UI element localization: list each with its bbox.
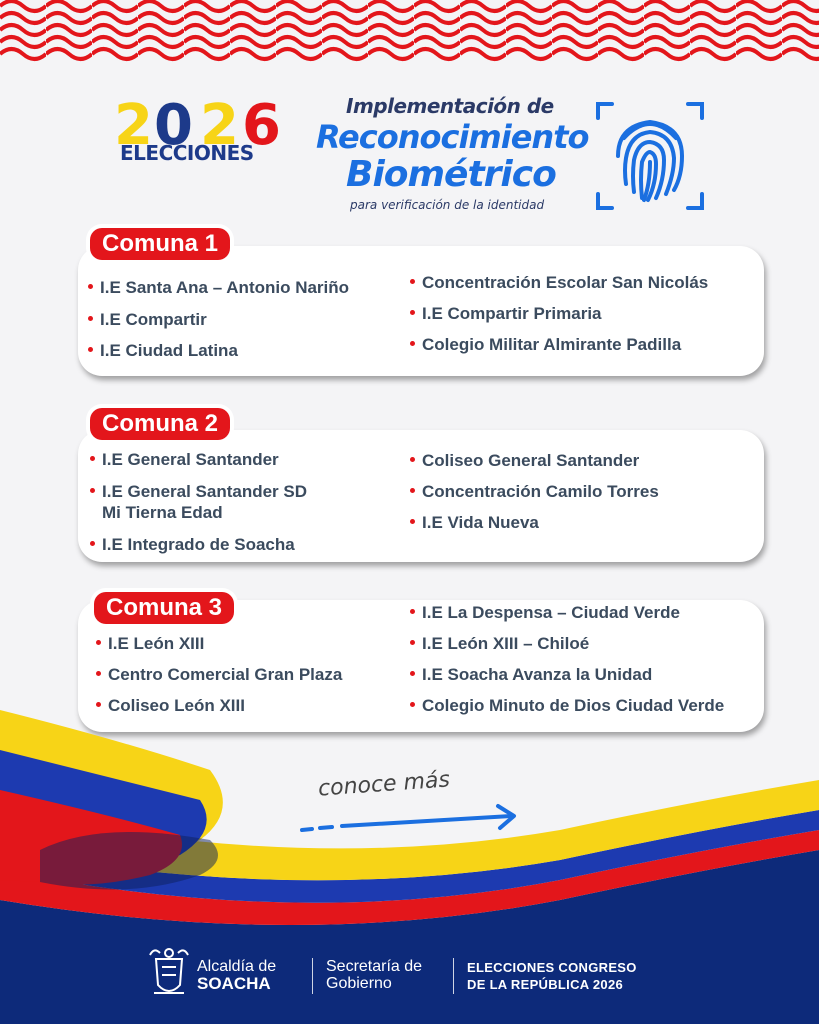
list-item: I.E Ciudad Latina bbox=[88, 341, 238, 361]
list-item: I.E Soacha Avanza la Unidad bbox=[410, 665, 652, 685]
secretaria-line-2: Gobierno bbox=[326, 975, 392, 992]
bullet-icon bbox=[410, 488, 415, 493]
subtitle: para verificación de la identidad bbox=[350, 198, 545, 212]
footer-divider bbox=[453, 958, 454, 994]
elecciones-label: ELECCIONES bbox=[120, 141, 254, 165]
bullet-icon bbox=[90, 488, 95, 493]
year-digit-1: 2 bbox=[114, 96, 147, 158]
bullet-icon bbox=[410, 640, 415, 645]
list-item: Concentración Camilo Torres bbox=[410, 482, 659, 502]
list-item: Colegio Militar Almirante Padilla bbox=[410, 335, 681, 355]
footer-divider bbox=[312, 958, 313, 994]
alcaldia-line-1: Alcaldía de bbox=[197, 958, 277, 975]
bullet-icon bbox=[410, 457, 415, 462]
bullet-icon bbox=[88, 347, 93, 352]
elecciones-congreso-line-2: DE LA REPÚBLICA 2026 bbox=[467, 977, 624, 992]
bullet-icon bbox=[96, 671, 101, 676]
bullet-icon bbox=[90, 541, 95, 546]
list-item: I.E Vida Nueva bbox=[410, 513, 539, 533]
comuna-1-badge: Comuna 1 bbox=[90, 228, 230, 260]
decorative-waves bbox=[0, 0, 819, 80]
bullet-icon bbox=[410, 519, 415, 524]
title-line-3: Biométrico bbox=[346, 154, 556, 195]
soacha-crest-icon bbox=[146, 945, 192, 1001]
elecciones-congreso-line-1: ELECCIONES CONGRESO bbox=[467, 960, 637, 975]
bullet-icon bbox=[88, 316, 93, 321]
bullet-icon bbox=[90, 456, 95, 461]
list-item: Centro Comercial Gran Plaza bbox=[96, 665, 342, 685]
bullet-icon bbox=[410, 310, 415, 315]
list-item: Coliseo General Santander bbox=[410, 451, 639, 471]
bullet-icon bbox=[410, 609, 415, 614]
fingerprint-icon bbox=[594, 100, 706, 212]
comuna-3-badge: Comuna 3 bbox=[94, 592, 234, 624]
list-item: Colegio Minuto de Dios Ciudad Verde bbox=[410, 696, 724, 716]
list-item: I.E La Despensa – Ciudad Verde bbox=[410, 603, 680, 623]
list-item: I.E Compartir bbox=[88, 310, 207, 330]
list-item: Coliseo León XIII bbox=[96, 696, 245, 716]
list-item: Concentración Escolar San Nicolás bbox=[410, 273, 708, 293]
conoce-mas-link[interactable]: conoce más bbox=[317, 767, 451, 802]
list-item: I.E Santa Ana – Antonio Nariño bbox=[88, 278, 349, 298]
alcaldia-line-2: SOACHA bbox=[197, 974, 271, 993]
year-digit-4: 6 bbox=[242, 96, 275, 158]
bullet-icon bbox=[410, 279, 415, 284]
list-item: I.E León XIII bbox=[96, 634, 204, 654]
list-item: I.E León XIII – Chiloé bbox=[410, 634, 589, 654]
list-item: I.E General Santander bbox=[90, 450, 279, 470]
title-line-1: Implementación de bbox=[346, 94, 554, 118]
title-line-2: Reconocimiento bbox=[316, 118, 589, 156]
list-item: I.E Integrado de Soacha bbox=[90, 535, 295, 555]
bullet-icon bbox=[410, 341, 415, 346]
comuna-2-badge: Comuna 2 bbox=[90, 408, 230, 440]
bullet-icon bbox=[96, 640, 101, 645]
list-item: I.E General Santander SD bbox=[90, 482, 307, 502]
bullet-icon bbox=[88, 284, 93, 289]
list-item: I.E Compartir Primaria bbox=[410, 304, 602, 324]
list-item-continued: Mi Tierna Edad bbox=[102, 503, 223, 522]
year-digit-3: 2 bbox=[200, 96, 233, 158]
bullet-icon bbox=[410, 671, 415, 676]
year-digit-2: 0 bbox=[154, 96, 187, 158]
arrow-right-icon[interactable] bbox=[298, 800, 523, 836]
secretaria-line-1: Secretaría de bbox=[326, 958, 423, 975]
